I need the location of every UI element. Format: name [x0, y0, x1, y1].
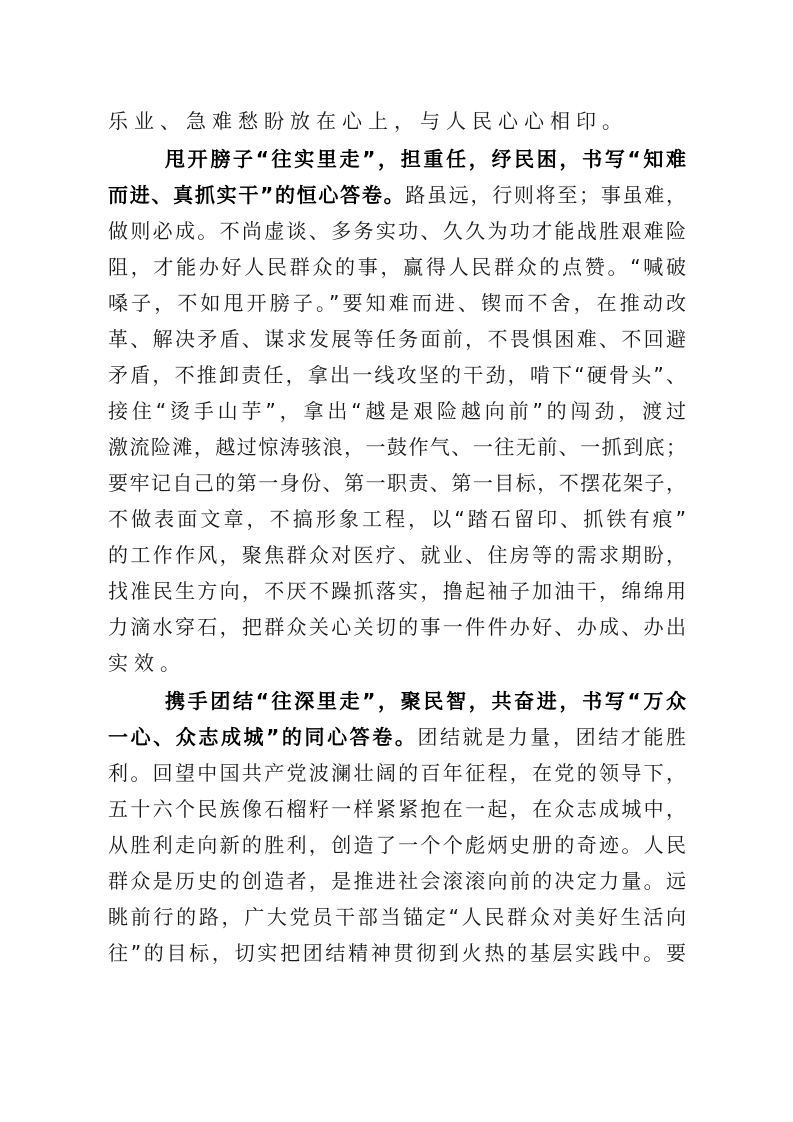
body-text: 阻，才能办好人民群众的事，赢得人民群众的点赞。“喊破	[108, 255, 686, 279]
text-line	[108, 103, 686, 139]
text-line	[108, 177, 686, 213]
text-line	[108, 683, 686, 719]
body-text: 五十六个民族像石榴籽一样紧紧抱在一起，在众志成城中，	[108, 797, 686, 821]
body-text: 不做表面文章，不搞形象工程，以“踏石留印、抓铁有痕”	[108, 507, 686, 531]
body-text: 群众是历史的创造者，是推进社会滚滚向前的决定力量。远	[108, 869, 686, 893]
text-line	[108, 755, 686, 791]
body-text: 接住“烫手山芋”，拿出“越是艰险越向前”的闯劲，渡过	[108, 399, 686, 423]
text-line	[108, 465, 686, 501]
text-line	[108, 393, 686, 429]
body-text: 实效。	[108, 651, 186, 675]
body-text: 要牢记自己的第一身份、第一职责、第一目标，不摆花架子，	[108, 471, 686, 495]
body-text: 激流险滩，越过惊涛骇浪，一鼓作气、一往无前、一抓到底；	[108, 435, 686, 459]
paragraph	[108, 141, 686, 681]
text-line	[108, 141, 686, 177]
bold-heading-text: 一心、众志成城”的同心答卷。	[108, 725, 418, 749]
bold-heading-text: 而进、真抓实干”的恒心答卷。	[108, 183, 406, 207]
text-line	[108, 935, 686, 971]
body-text: 利。回望中国共产党波澜壮阔的百年征程，在党的领导下，	[108, 761, 686, 785]
text-line	[108, 357, 686, 393]
body-text: 革、解决矛盾、谋求发展等任务面前，不畏惧困难、不回避	[108, 327, 686, 351]
body-text: 团结就是力量，团结才能胜	[417, 725, 686, 749]
body-text: 乐业、急难愁盼放在心上，与人民心心相印。	[108, 109, 628, 133]
text-line	[108, 863, 686, 899]
body-text: 路虽远，行则将至；事虽难，	[405, 183, 686, 207]
text-line	[108, 321, 686, 357]
text-line	[108, 213, 686, 249]
bold-heading-text: 携手团结“往深里走”，聚民智，共奋进，书写“万众	[165, 689, 686, 713]
text-line	[108, 827, 686, 863]
text-line	[108, 719, 686, 755]
document-page	[108, 103, 686, 973]
body-text: 从胜利走向新的胜利，创造了一个个彪炳史册的奇迹。人民	[108, 833, 686, 857]
paragraph	[108, 103, 686, 139]
text-line	[108, 249, 686, 285]
body-text: 找准民生方向，不厌不躁抓落实，撸起袖子加油干，绵绵用	[108, 579, 686, 603]
paragraph	[108, 683, 686, 971]
bold-heading-text: 甩开膀子“往实里走”，担重任，纾民困，书写“知难	[165, 147, 686, 171]
body-text: 往”的目标，切实把团结精神贯彻到火热的基层实践中。要	[108, 941, 686, 965]
body-text: 力滴水穿石，把群众关心关切的事一件件办好、办成、办出	[108, 615, 686, 639]
text-line	[108, 791, 686, 827]
body-text: 眺前行的路，广大党员干部当锚定“人民群众对美好生活向	[108, 905, 686, 929]
body-text: 矛盾，不推卸责任，拿出一线攻坚的干劲，啃下“硬骨头”、	[108, 363, 686, 387]
text-line	[108, 537, 686, 573]
body-text: 做则必成。不尚虚谈、多务实功、久久为功才能战胜艰难险	[108, 219, 686, 243]
text-line	[108, 573, 686, 609]
text-line	[108, 429, 686, 465]
text-line	[108, 609, 686, 645]
text-line	[108, 285, 686, 321]
body-text: 嗓子，不如甩开膀子。”要知难而进、锲而不舍，在推动改	[108, 291, 686, 315]
text-line	[108, 501, 686, 537]
text-line	[108, 899, 686, 935]
body-text: 的工作作风，聚焦群众对医疗、就业、住房等的需求期盼，	[108, 543, 686, 567]
text-line	[108, 645, 686, 681]
